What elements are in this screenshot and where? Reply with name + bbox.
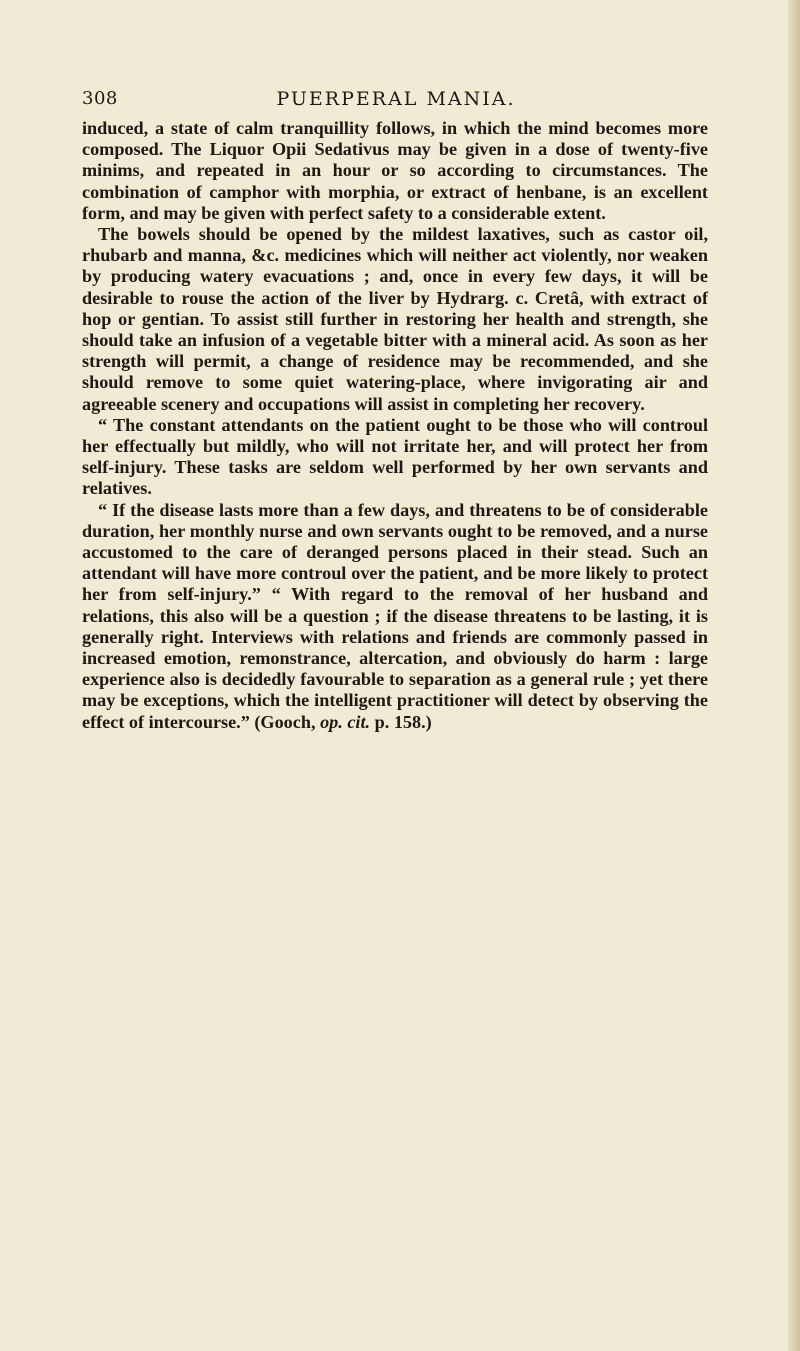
page-edge-shadow [788,0,800,1351]
page-number: 308 [82,88,118,109]
paragraph-4-text: “ If the disease lasts more than a few days, and threatens to be of considerable duration, her monthly nurse and own servants ought to be removed, and a nurse accustomed to the care of deranged persons placed in their stead. Such an attendant will have more controul over the patient, and be more likely to protect her from self-injury.” “ With regard to the removal of her husband and relations, this also will be a question ; if the disease threatens to be lasting, it is generally right. Interviews with relations and friends are commonly passed in increased emotion, remonstrance, altercation, and obviously do harm : large experience also is decidedly favourable to separation as a general rule ; yet there may be exceptions, which the intelligent practitioner will detect by observing the effect of intercourse.” [82,499,708,732]
citation-open: (Gooch, [249,711,321,732]
page-header [82,88,710,112]
paragraph-2: The bowels should be opened by the mildest laxatives, such as castor oil, rhubarb and manna, &c. medicines which will neither act violently, nor weaken by producing watery evacuations ; and, once in every few days, it will be desirable to rouse the action of the liver by Hydrarg. c. Cretâ, with extract of hop or gentian. To assist still further in restoring her health and strength, she should take an infusion of a vegetable bitter with a mineral acid. As soon as her strength will permit, a change of residence may be recommended, and she should remove to some quiet watering-place, where invigorating air and agreeable scenery and occupations will assist in completing her recovery. [82,224,708,414]
body-text [82,118,708,733]
paragraph-1: induced, a state of calm tranquillity follows, in which the mind becomes more composed. The Liquor Opii Sedativus may be given in a dose of twenty-five minims, and repeated in an hour or so according to circumstances. The combination of camphor with morphia, or extract of henbane, is an excellent form, and may be given with perfect safety to a considerable extent. [82,118,708,223]
citation-italic: op. cit. [320,711,371,732]
paragraph-4 [82,500,708,733]
paragraph-3: “ The constant attendants on the patient ought to be those who will controul her effectually but mildly, who will not irritate her, and will protect her from self-injury. These tasks are seldom well performed by her own servants and relatives. [82,414,708,499]
citation-close: p. 158.) [370,711,432,732]
running-head: PUERPERAL MANIA. [276,88,516,110]
